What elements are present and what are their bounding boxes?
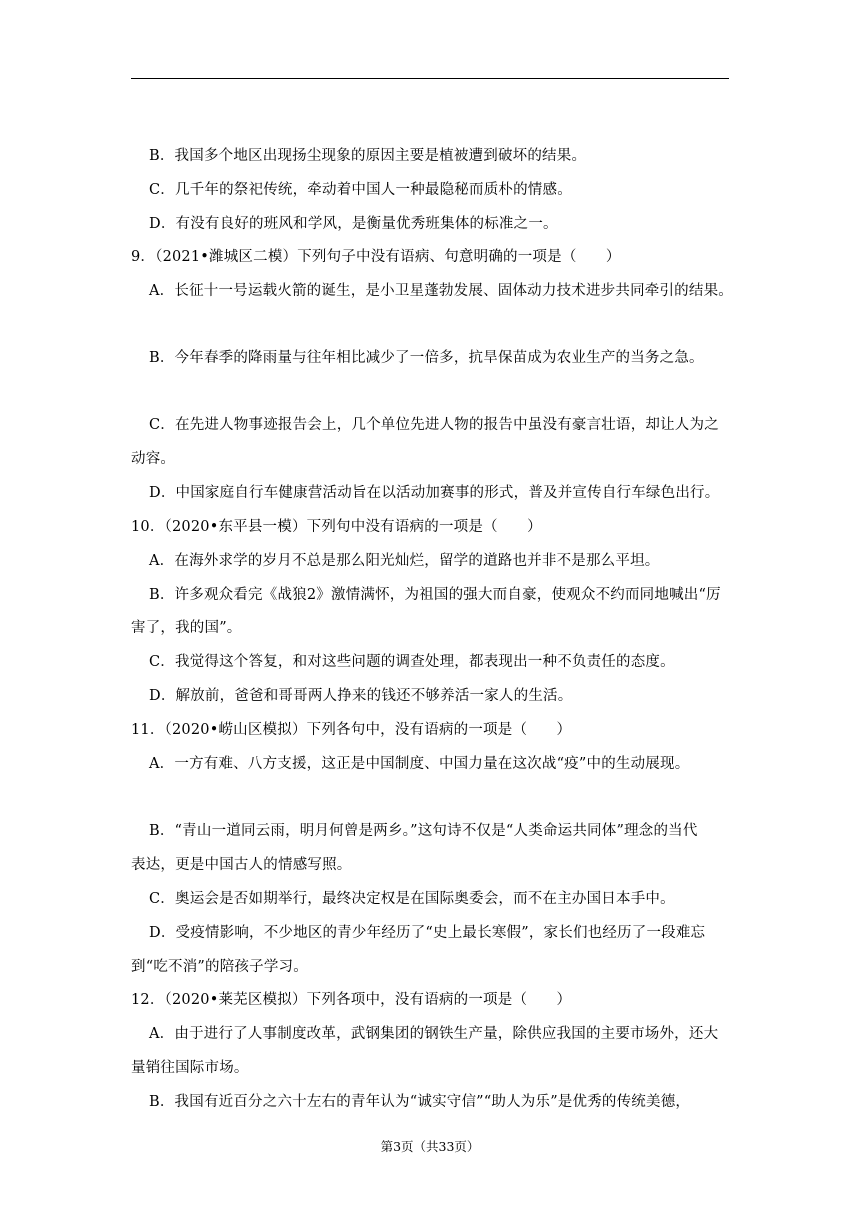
option-c-9: C．在先进人物事迹报告会上，几个单位先进人物的报告中虽没有豪言壮语，却让人为之 — [149, 417, 719, 433]
option-a-12: A．由于进行了人事制度改革，武钢集团的钢铁生产量，除供应我国的主要市场外，还大 — [149, 1026, 719, 1042]
option-b-10-cont: 害了，我的国”。 — [131, 620, 242, 636]
page-footer: 第3页（共33页） — [380, 1139, 480, 1154]
option-c-11: C．奥运会是否如期举行，最终决定权是在国际奥委会，而不在主办国日本手中。 — [149, 891, 675, 907]
option-b-11-cont: 表达，更是中国古人的情感写照。 — [131, 857, 352, 873]
option-b-12: B．我国有近百分之六十左右的青年认为“诚实守信”“助人为乐”是优秀的传统美德， — [149, 1094, 691, 1110]
option-b-10: B．许多观众看完《战狼2》激情满怀，为祖国的强大而自豪，使观众不约而同地喊出“厉 — [149, 587, 721, 603]
option-c-10: C．我觉得这个答复，和对这些问题的调查处理，都表现出一种不负责任的态度。 — [149, 654, 675, 670]
question-11: 11．（2020•崂山区模拟）下列各句中，没有语病的一项是（ ） — [131, 722, 572, 738]
option-d-11: D．受疫情影响，不少地区的青少年经历了“史上最长寒假”，家长们也经历了一段难忘 — [149, 925, 706, 941]
option-d-10: D．解放前，爸爸和哥哥两人挣来的钱还不够养活一家人的生活。 — [149, 688, 573, 704]
question-12: 12．（2020•莱芜区模拟）下列各项中，没有语病的一项是（ ） — [131, 992, 572, 1008]
question-10: 10．（2020•东平县一模）下列句中没有语病的一项是（ ） — [131, 519, 542, 535]
question-9: 9．（2021•潍城区二模）下列句子中没有语病、句意明确的一项是（ ） — [131, 249, 621, 265]
header-rule — [131, 78, 729, 79]
option-a-11: A．一方有难、八方支援，这正是中国制度、中国力量在这次战“疫”中的生动展现。 — [149, 756, 690, 772]
option-a-9: A．长征十一号运载火箭的诞生，是小卫星蓬勃发展、固体动力技术进步共同牵引的结果。 — [149, 283, 733, 299]
option-d-11-cont: 到“吃不消”的陪孩子学习。 — [131, 959, 308, 975]
option-a-12-cont: 量销往国际市场。 — [131, 1060, 249, 1076]
option-d-8: D．有没有良好的班风和学风，是衡量优秀班集体的标准之一。 — [149, 216, 558, 232]
option-c-9-cont: 动容。 — [131, 451, 176, 467]
option-d-9: D．中国家庭自行车健康营活动旨在以活动加赛事的形式，普及并宣传自行车绿色出行。 — [149, 485, 720, 501]
option-b-11: B．“青山一道同云雨，明月何曾是两乡。”这句诗不仅是“人类命运共同体”理念的当代 — [149, 823, 698, 839]
option-a-10: A．在海外求学的岁月不总是那么阳光灿烂，留学的道路也并非不是那么平坦。 — [149, 553, 660, 569]
option-b-8: B．我国多个地区出现扬尘现象的原因主要是植被遭到破坏的结果。 — [149, 148, 587, 164]
option-c-8: C．几千年的祭祀传统，牵动着中国人一种最隐秘而质朴的情感。 — [149, 182, 572, 198]
option-b-9: B．今年春季的降雨量与往年相比减少了一倍多，抗旱保苗成为农业生产的当务之急。 — [149, 350, 704, 366]
